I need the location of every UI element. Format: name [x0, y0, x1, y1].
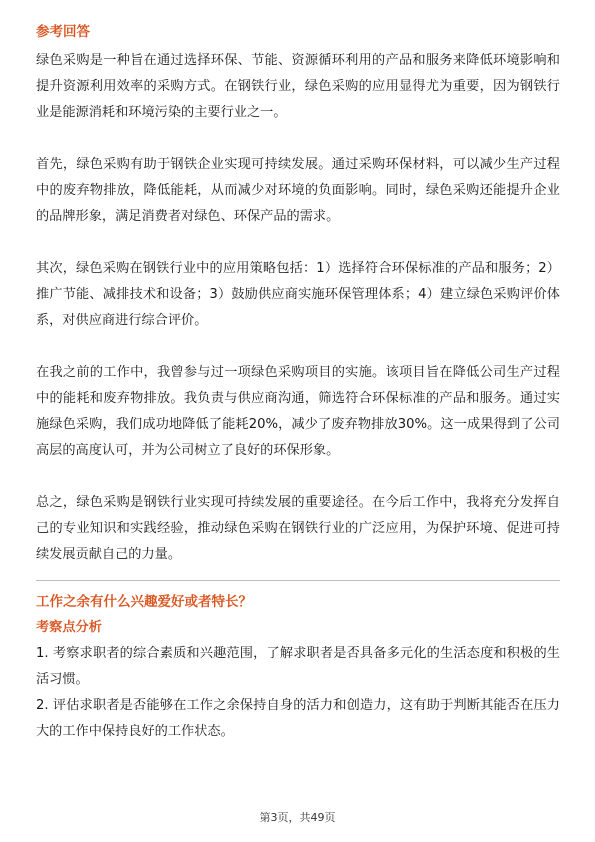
- question-title: 工作之余有什么兴趣爱好或者特长？: [36, 594, 252, 610]
- answer-paragraph-1: 绿色采购是一种旨在通过选择环保、节能、资源循环利用的产品和服务来降低环境影响和提升资源利用效率的采购方式。在钢铁行业，绿色采购的应用显得尤为重要，因为钢铁行业是能源消耗和环境污染的主要行业之一。: [36, 53, 560, 120]
- paragraph-spacer: [36, 126, 560, 152]
- analysis-point-2: 2. 评估求职者是否能够在工作之余保持自身的活力和创造力，这有助于判断其能否在压力大的工作中保持良好的工作状态。: [36, 698, 560, 739]
- page-content: [36, 22, 560, 745]
- paragraph-spacer: [36, 334, 560, 360]
- answer-paragraph-2: 首先，绿色采购有助于钢铁企业实现可持续发展。通过采购环保材料，可以减少生产过程中的废弃物排放，降低能耗，从而减少对环境的负面影响。同时，绿色采购还能提升企业的品牌形象，满足消费者对绿色、环保产品的需求。: [36, 157, 560, 224]
- answer-paragraph-5: 总之，绿色采购是钢铁行业实现可持续发展的重要途径。在今后工作中，我将充分发挥自己的专业知识和实践经验，推动绿色采购在钢铁行业的广泛应用，为保护环境、促进可持续发展贡献自己的力量。: [36, 495, 560, 562]
- paragraph-spacer: [36, 464, 560, 490]
- section-divider: [36, 580, 560, 581]
- answer-heading: 参考回答: [36, 24, 90, 40]
- analysis-heading: 考察点分析: [36, 620, 102, 635]
- page-number: 第3页，共49页: [259, 811, 336, 824]
- analysis-point-1: 1. 考察求职者的综合素质和兴趣范围，了解求职者是否具备多元化的生活态度和积极的生活习惯。: [36, 646, 560, 687]
- answer-paragraph-4: 在我之前的工作中，我曾参与过一项绿色采购项目的实施。该项目旨在降低公司生产过程中的能耗和废弃物排放。我负责与供应商沟通，筛选符合环保标准的产品和服务。通过实施绿色采购，我们成功地降低了能耗20%，减少了废弃物排放30%。这一成果得到了公司高层的高度认可，并为公司树立了良好的环保形象。: [36, 365, 560, 458]
- answer-paragraph-3: 其次，绿色采购在钢铁行业中的应用策略包括：1）选择符合环保标准的产品和服务；2）推广节能、减排技术和设备；3）鼓励供应商实施环保管理体系；4）建立绿色采购评价体系，对供应商进行综合评价。: [36, 261, 560, 328]
- paragraph-spacer: [36, 230, 560, 256]
